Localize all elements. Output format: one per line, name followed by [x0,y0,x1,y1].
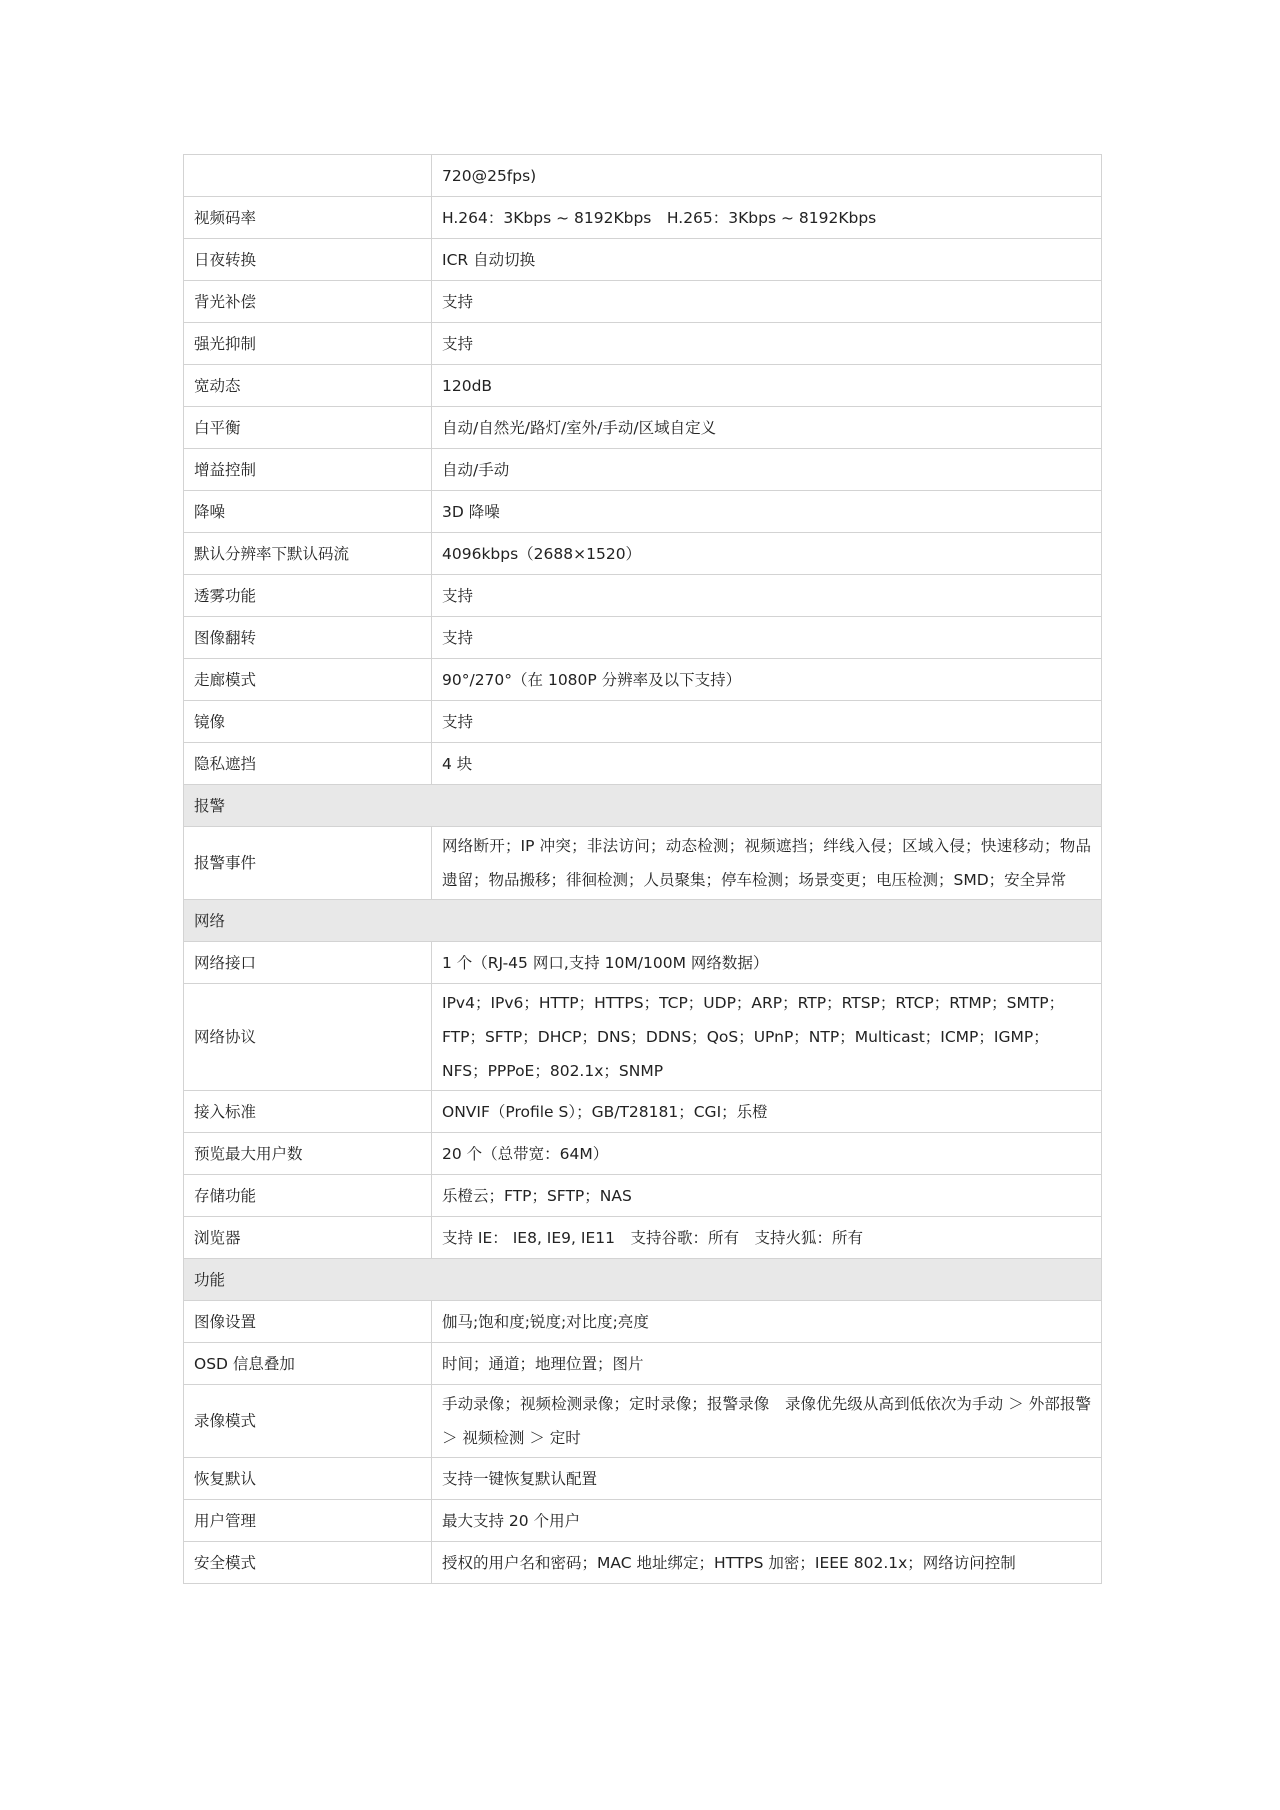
row-value: ONVIF（Profile S）；GB/T28181；CGI；乐橙 [432,1091,1102,1133]
section-title: 网络 [184,900,1102,942]
row-value: 20 个（总带宽：64M） [432,1133,1102,1175]
row-value: 手动录像；视频检测录像；定时录像；报警录像 录像优先级从高到低依次为手动 ＞ 外部报警 ＞ 视频检测 ＞ 定时 [432,1385,1102,1458]
table-row [184,1500,1102,1542]
table-row [184,449,1102,491]
section-header-network [184,900,1102,942]
row-label: OSD 信息叠加 [184,1343,432,1385]
table-row [184,1301,1102,1343]
row-label: 背光补偿 [184,281,432,323]
row-value: 4096kbps（2688×1520） [432,533,1102,575]
row-label: 增益控制 [184,449,432,491]
table-row [184,617,1102,659]
row-value: 120dB [432,365,1102,407]
table-row [184,155,1102,197]
row-value: 支持 IE： IE8, IE9, IE11 支持谷歌：所有 支持火狐：所有 [432,1217,1102,1259]
table-row [184,659,1102,701]
row-value: 乐橙云；FTP；SFTP；NAS [432,1175,1102,1217]
row-label: 降噪 [184,491,432,533]
table-row [184,197,1102,239]
row-label: 网络协议 [184,984,432,1091]
row-label: 隐私遮挡 [184,743,432,785]
row-value: 720@25fps) [432,155,1102,197]
row-label: 接入标准 [184,1091,432,1133]
table-row [184,407,1102,449]
table-row [184,533,1102,575]
table-row [184,323,1102,365]
row-label: 录像模式 [184,1385,432,1458]
row-value: 支持 [432,575,1102,617]
table-row [184,365,1102,407]
row-label: 报警事件 [184,827,432,900]
table-row [184,1343,1102,1385]
row-value: 自动/手动 [432,449,1102,491]
section-title: 功能 [184,1259,1102,1301]
row-label: 浏览器 [184,1217,432,1259]
row-value: 时间；通道；地理位置；图片 [432,1343,1102,1385]
table-row [184,1133,1102,1175]
section-header-alarm [184,785,1102,827]
table-row [184,743,1102,785]
row-value: 支持 [432,701,1102,743]
row-label: 强光抑制 [184,323,432,365]
row-label: 图像设置 [184,1301,432,1343]
table-row [184,575,1102,617]
section-header-functions [184,1259,1102,1301]
row-value: 伽马;饱和度;锐度;对比度;亮度 [432,1301,1102,1343]
row-value: 3D 降噪 [432,491,1102,533]
table-row [184,1175,1102,1217]
table-row [184,1217,1102,1259]
table-row [184,281,1102,323]
row-value: 支持一键恢复默认配置 [432,1458,1102,1500]
row-value: 自动/自然光/路灯/室外/手动/区域自定义 [432,407,1102,449]
row-value: 网络断开；IP 冲突；非法访问；动态检测；视频遮挡；绊线入侵；区域入侵；快速移动；物品遗留；物品搬移；徘徊检测；人员聚集；停车检测；场景变更；电压检测；SMD；安全异常 [432,827,1102,900]
row-value: 支持 [432,281,1102,323]
row-label: 安全模式 [184,1542,432,1584]
table-row [184,239,1102,281]
row-label: 用户管理 [184,1500,432,1542]
row-value: 1 个（RJ-45 网口,支持 10M/100M 网络数据） [432,942,1102,984]
row-value: 90°/270°（在 1080P 分辨率及以下支持） [432,659,1102,701]
row-value: 授权的用户名和密码；MAC 地址绑定；HTTPS 加密；IEEE 802.1x；网络访问控制 [432,1542,1102,1584]
row-label: 默认分辨率下默认码流 [184,533,432,575]
row-label: 透雾功能 [184,575,432,617]
row-value: 支持 [432,617,1102,659]
row-value: 4 块 [432,743,1102,785]
row-value: 最大支持 20 个用户 [432,1500,1102,1542]
row-label: 走廊模式 [184,659,432,701]
row-value: 支持 [432,323,1102,365]
table-row [184,1385,1102,1458]
row-value: IPv4；IPv6；HTTP；HTTPS；TCP；UDP；ARP；RTP；RTSP；RTCP；RTMP；SMTP；FTP；SFTP；DHCP；DNS；DDNS；QoS；UPnP；NTP；Multicast；ICMP；IGMP；NFS；PPPoE；802.1x；SNMP [432,984,1102,1091]
table-row [184,984,1102,1091]
table-row [184,701,1102,743]
row-value: ICR 自动切换 [432,239,1102,281]
section-title: 报警 [184,785,1102,827]
row-label: 网络接口 [184,942,432,984]
table-row [184,1458,1102,1500]
table-row [184,1542,1102,1584]
row-label: 视频码率 [184,197,432,239]
row-label: 宽动态 [184,365,432,407]
row-label: 恢复默认 [184,1458,432,1500]
table-row [184,1091,1102,1133]
row-value: H.264：3Kbps ~ 8192Kbps H.265：3Kbps ~ 8192Kbps [432,197,1102,239]
table-row [184,942,1102,984]
row-label: 预览最大用户数 [184,1133,432,1175]
table-row [184,827,1102,900]
table-row [184,491,1102,533]
row-label: 镜像 [184,701,432,743]
row-label: 图像翻转 [184,617,432,659]
spec-table [183,154,1102,1584]
row-label: 存储功能 [184,1175,432,1217]
row-label: 日夜转换 [184,239,432,281]
row-label [184,155,432,197]
row-label: 白平衡 [184,407,432,449]
